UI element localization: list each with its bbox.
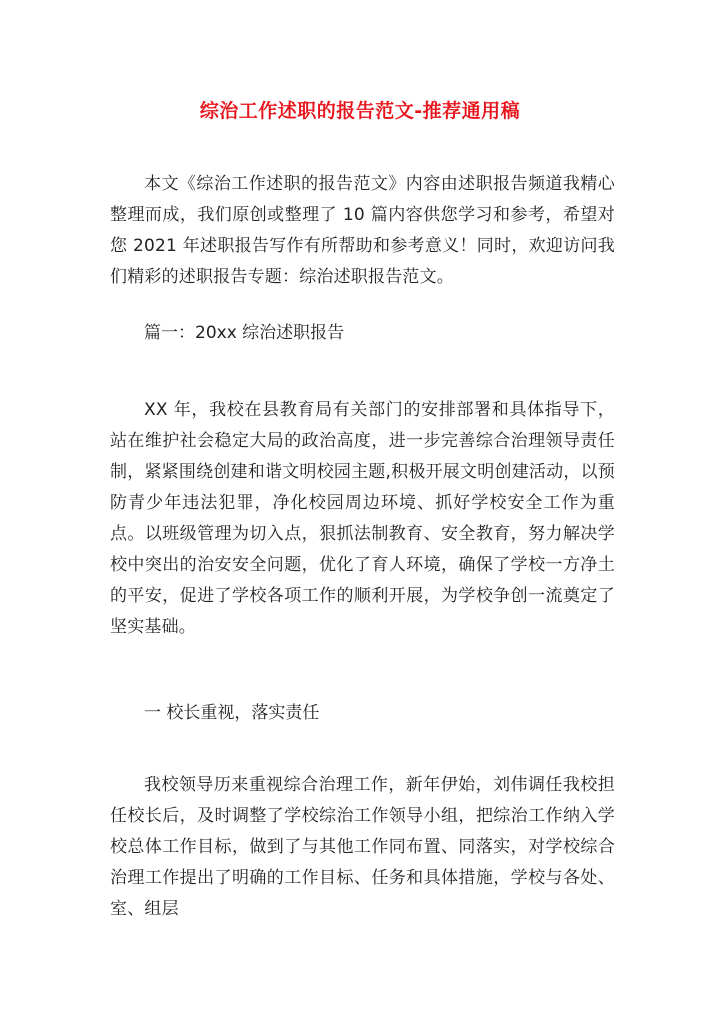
- document-title: 综治工作述职的报告范文-推荐通用稿: [199, 100, 521, 122]
- section-heading: 一 校长重视，落实责任: [144, 703, 320, 723]
- chapter-heading: 篇一：20xx 综治述职报告: [144, 323, 345, 343]
- body-paragraph-1: XX 年，我校在县教育局有关部门的安排部署和具体指导下，站在维护社会稳定大局的政治高度，进一步完善综合治理领导责任制，紧紧围绕创建和谐文明校园主题,积极开展文明创建活动，以预防青少年违法犯罪，净化校园周边环境、抓好学校安全工作为重点。以班级管理为切入点，狠抓法制教育、安全教育，努力解决学校中突出的治安安全问题，优化了育人环境，确保了学校一方净土的平安，促进了学校各项工作的顺利开展，为学校争创一流奠定了坚实基础。: [110, 400, 615, 637]
- body-paragraph-2: 我校领导历来重视综合治理工作，新年伊始，刘伟调任我校担任校长后，及时调整了学校综治工作领导小组，把综治工作纳入学校总体工作目标，做到了与其他工作同布置、同落实，对学校综合治理工作提出了明确的工作目标、任务和具体措施，学校与各处、室、组层: [110, 775, 615, 919]
- intro-paragraph: 本文《综治工作述职的报告范文》内容由述职报告频道我精心整理而成，我们原创或整理了 10 篇内容供您学习和参考，希望对您 2021 年述职报告写作有所帮助和参考意义！同时，欢迎访问我们精彩的述职报告专题：综治述职报告范文。: [110, 174, 615, 287]
